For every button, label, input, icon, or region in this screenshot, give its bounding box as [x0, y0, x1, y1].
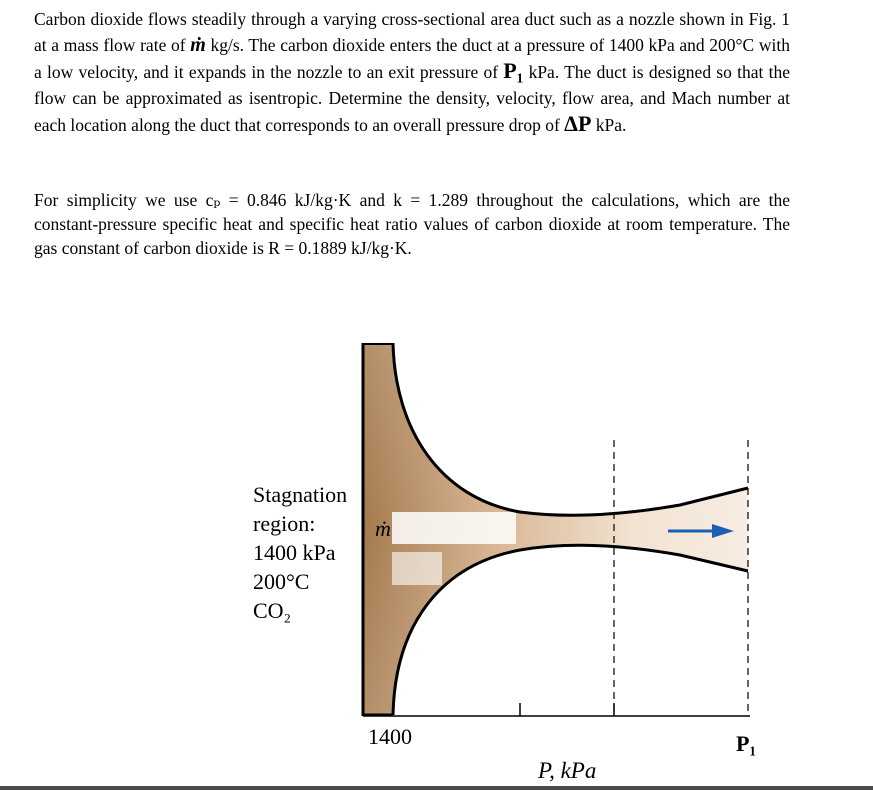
problem-paragraph-2: For simplicity we use cₚ = 0.846 kJ/kg·K and k = 1.289 throughout the calculations, which are the constant-pressure specific heat and specific heat ratio values of carbon dioxide at room temperature. The gas constant of carbon dioxide is R = 0.1889 kJ/kg·K.: [34, 190, 790, 258]
problem-text-c: kPa. The duct is designed so that the flow can be approximated as isentropic. Determine the density, velocity, flow area, and Mach number at each location along the duct that corresponds to an overall pressure drop of: [34, 62, 790, 135]
inlet-pressure-tick-label: 1400: [368, 724, 412, 749]
problem-text-a: Carbon dioxide flows steadily through a varying cross-sectional area duct such as a nozzle shown in Fig. 1 at a mass flow rate of: [34, 9, 790, 55]
problem-text-d: kPa.: [591, 115, 627, 135]
mass-flow-label: ṁ: [375, 516, 391, 541]
stagnation-line-2: region:: [253, 511, 316, 536]
stagnation-line-4: 200°C: [253, 569, 310, 594]
page-bottom-border: [0, 786, 873, 790]
mass-flow-symbol: ṁ: [190, 34, 206, 56]
pressure-drop-symbol: ΔP: [564, 111, 592, 136]
stagnation-line-5: CO₂: [253, 598, 292, 623]
exit-pressure-tick-label: P₁: [736, 731, 757, 756]
label-backdrop-upper: [392, 512, 516, 544]
label-backdrop-lower: [392, 552, 442, 585]
pressure-axis-label: P, kPa: [538, 758, 597, 783]
stagnation-line-3: 1400 kPa: [253, 540, 336, 565]
problem-text-b: kg/s. The carbon dioxide enters the duct at a pressure of 1400 kPa and 200°C with a low velocity, and it expands in the nozzle to an exit pressure of: [34, 35, 791, 82]
exit-pressure-symbol: P₁: [503, 58, 524, 83]
stagnation-line-1: Stagnation: [253, 482, 348, 507]
